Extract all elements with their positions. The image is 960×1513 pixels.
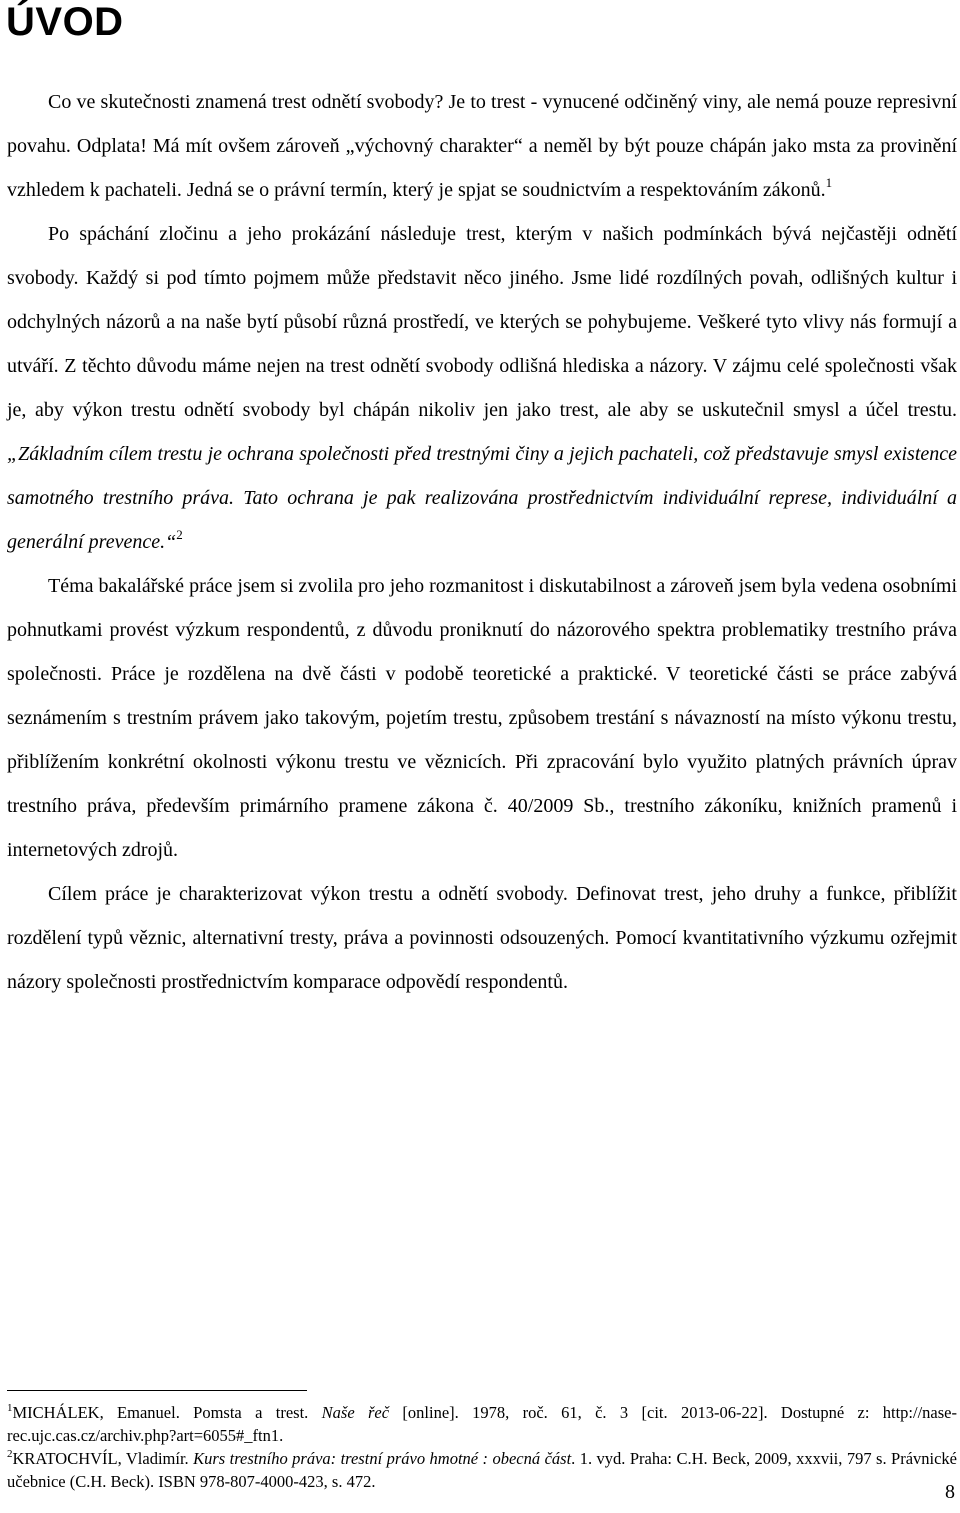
footnotes — [7, 1401, 957, 1493]
body-text — [7, 80, 957, 1004]
page-number: 8 — [945, 1481, 955, 1503]
paragraph-2-quote: „Základním cílem trestu je ochrana společnosti před trestnými činy a jejich pachateli, což představuje smysl existence samotného trestního práva. Tato ochrana je pak realizována prostřednictvím individuální represe, individuální a generální prevence.“ — [7, 443, 957, 553]
footnote-ref-2: 2 — [176, 527, 183, 542]
footnote-separator — [7, 1390, 307, 1391]
footnote-2-before: KRATOCHVÍL, Vladimír. — [12, 1449, 194, 1468]
footnote-number-1: 1 — [7, 1402, 13, 1414]
paragraph-3: Téma bakalářské práce jsem si zvolila pro jeho rozmanitost i diskutabilnost a zároveň jsem byla vedena osobními pohnutkami provést výzkum respondentů, z důvodu proniknutí do názorového spektra problematiky trestního práva společnosti. Práce je rozdělena na dvě části v podobě teoretické a praktické. V teoretické části se práce zabývá seznámením s trestním právem jako takovým, pojetím trestu, způsobem trestání s návazností na místo výkonu trestu, přiblížením konkrétní okolnosti výkonu trestu ve věznicích. Při zpracování bylo využito platných právních úprav trestního práva, především primárního pramene zákona č. 40/2009 Sb., trestního zákoníku, knižních pramenů i internetových zdrojů. — [7, 575, 957, 861]
footnote-1-after: [online]. 1978, roč. 61, č. 3 [cit. 2013-06-22]. Dostupné z: http://nase-rec.ujc.cas.cz/archiv.php?art=6055#_ftn1. — [7, 1403, 957, 1445]
footnote-number-2: 2 — [7, 1448, 13, 1460]
paragraph-2 — [7, 212, 957, 564]
paragraph-2-text: Po spáchání zločinu a jeho prokázání následuje trest, kterým v našich podmínkách bývá nejčastěji odnětí svobody. Každý si pod tímto pojmem může představit něco jiného. Jsme lidé rozdílných povah, odlišných kultur i odchylných názorů a na naše bytí působí různá prostředí, ve kterých se pohybujeme. Veškeré tyto vlivy nás formují a utváří. Z těchto důvodu máme nejen na trest odnětí svobody odlišná hlediska a názory. V zájmu celé společnosti však je, aby výkon trestu odnětí svobody byl chápán nikoliv jen jako trest, ale aby se uskutečnil smysl a účel trestu. — [7, 223, 957, 421]
footnote-1-before: MICHÁLEK, Emanuel. Pomsta a trest. — [12, 1403, 322, 1422]
footnote-2 — [7, 1447, 957, 1493]
paragraph-1-text: Co ve skutečnosti znamená trest odnětí svobody? Je to trest - vynucené odčiněný viny, ale nemá pouze represivní povahu. Odplata! Má mít ovšem zároveň „výchovný charakter“ a neměl by být pouze chápán jako msta za provinění vzhledem k pachateli. Jedná se o právní termín, který je spjat se soudnictvím a respektováním zákonů. — [7, 91, 957, 201]
paragraph-1 — [7, 80, 957, 212]
footnote-ref-1: 1 — [825, 175, 833, 190]
footnote-2-after: . 1. vyd. Praha: C.H. Beck, 2009, xxxvii, 797 s. Právnické učebnice (C.H. Beck). ISBN 978-807-4000-423, s. 472. — [7, 1449, 957, 1491]
footnote-1 — [7, 1401, 957, 1447]
paragraph-4: Cílem práce je charakterizovat výkon trestu a odnětí svobody. Definovat trest, jeho druhy a funkce, přiblížit rozdělení typů věznic, alternativní tresty, práva a povinnosti odsouzených. Pomocí kvantitativního výzkumu ozřejmit názory společnosti prostřednictvím komparace odpovědí respondentů. — [7, 883, 957, 993]
section-heading: ÚVOD — [6, 0, 124, 44]
footnote-1-title: Naše řeč — [321, 1403, 390, 1422]
footnote-2-title: Kurs trestního práva: trestní právo hmotné : obecná část — [193, 1449, 572, 1468]
